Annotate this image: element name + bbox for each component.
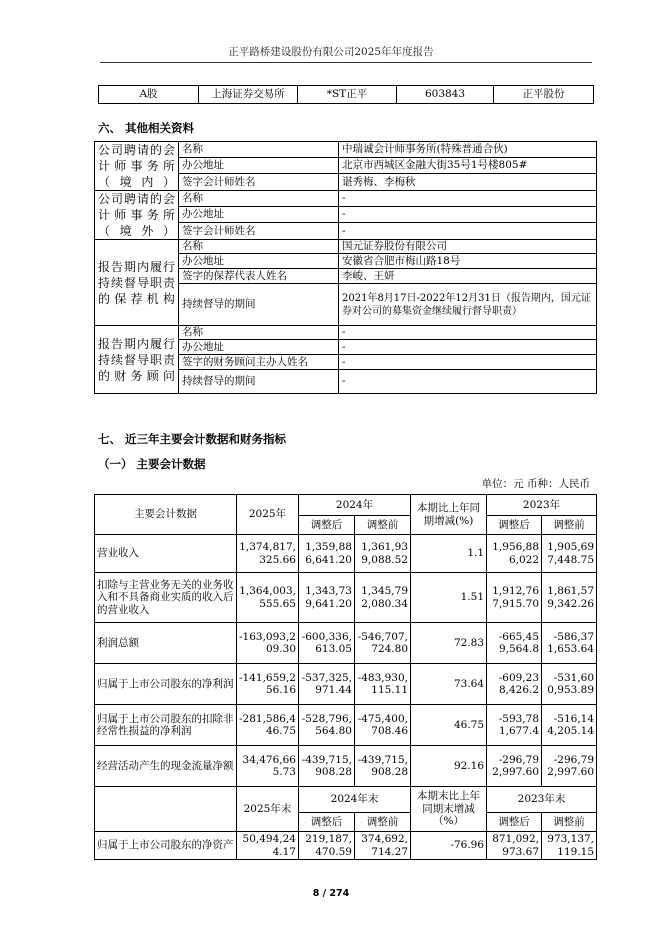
info-value: -: [339, 370, 597, 394]
value-2025: -141,659,256.16: [237, 664, 299, 705]
info-key: 签字会计师姓名: [179, 174, 339, 191]
header-item: 主要会计数据: [95, 495, 237, 535]
header-2023: 2023年: [487, 495, 597, 516]
table-row: [95, 573, 597, 623]
sub-section-title: （一） 主要会计数据: [98, 457, 206, 471]
value-2025: -163,093,209.30: [237, 623, 299, 664]
value-2024-adjusted: -537,325,971.44: [299, 664, 355, 705]
header-2023-original: 调整前: [542, 516, 597, 535]
row-label: 扣除与主营业务无关的业务收入和不具备商业实质的收入后的营业收入: [95, 573, 237, 623]
table-row: [95, 746, 597, 787]
header-2023-adjusted: 调整后: [487, 516, 542, 535]
value-change: -76.96: [411, 832, 487, 860]
header-2025-end: 2025年末: [237, 787, 299, 832]
header-2023-end: 2023年末: [487, 787, 597, 813]
value-2023-original: -296,792,997.60: [542, 746, 597, 787]
header-change-end: 本期末比上年同期末增减（%）: [411, 787, 487, 832]
value-2025: 34,476,665.73: [237, 746, 299, 787]
info-value: -: [339, 206, 597, 223]
header-2024-end-adjusted: 调整后: [299, 813, 355, 832]
value-change: 1.51: [411, 573, 487, 623]
section-6-title: 六、 其他相关资料: [98, 121, 195, 135]
value-change: 1.1: [411, 535, 487, 573]
value-2023-adjusted: -665,459,564.8: [487, 623, 542, 664]
value-2025: 1,364,003,555.65: [237, 573, 299, 623]
value-2025: 1,374,817,325.66: [237, 535, 299, 573]
value-2024-adjusted: 1,359,886,641.20: [299, 535, 355, 573]
stock-exchange: 上海证券交易所: [199, 86, 298, 104]
table-row: [95, 832, 597, 860]
table-row: [95, 623, 597, 664]
table-row: [95, 664, 597, 705]
value-2024-original: -546,707,724.80: [355, 623, 411, 664]
value-2023-original: 1,905,697,448.75: [542, 535, 597, 573]
info-key: 名称: [179, 326, 339, 340]
value-2023-original: -531,600,953.89: [542, 664, 597, 705]
info-key: 签字的财务顾问主办人姓名: [179, 355, 339, 370]
value-2024-original: 374,692,714.27: [355, 832, 411, 860]
value-2024-adjusted: 1,343,739,641.20: [299, 573, 355, 623]
value-2024-original: -483,930,115.11: [355, 664, 411, 705]
value-2025: 50,494,244.17: [237, 832, 299, 860]
info-key: 签字的保荐代表人姓名: [179, 269, 339, 284]
row-label: 归属于上市公司股东的净资产: [95, 832, 237, 860]
unit-note: 单位：元 币种：人民币: [481, 478, 590, 490]
row-label: 营业收入: [95, 535, 237, 573]
header-item-blank: [95, 787, 237, 832]
header-2024-adjusted: 调整后: [299, 516, 355, 535]
info-key: 办公地址: [179, 254, 339, 269]
info-key: 签字会计师姓名: [179, 223, 339, 240]
value-2023-adjusted: 1,956,886,022: [487, 535, 542, 573]
header-2024-end-original: 调整前: [355, 813, 411, 832]
value-2023-adjusted: 1,912,767,915.70: [487, 573, 542, 623]
value-2024-adjusted: -600,336,613.05: [299, 623, 355, 664]
value-2024-adjusted: -528,796,564.80: [299, 705, 355, 746]
info-key: 办公地址: [179, 157, 339, 174]
stock-info-table: [98, 85, 594, 104]
page-header: 正平路桥建设股份有限公司2025年年度报告: [228, 46, 434, 58]
value-2024-original: 1,361,939,088.52: [355, 535, 411, 573]
table-row: [95, 705, 597, 746]
info-value: -: [339, 340, 597, 355]
header-rule: [100, 62, 592, 63]
value-2023-original: -516,144,205.14: [542, 705, 597, 746]
info-value: 北京市西城区金融大街35号1号楼805#: [339, 157, 597, 174]
value-2024-original: -439,715,908.28: [355, 746, 411, 787]
header-change: 本期比上年同期增减(%): [411, 495, 487, 535]
info-value: -: [339, 191, 597, 207]
header-2024: 2024年: [299, 495, 411, 516]
info-value: -: [339, 326, 597, 340]
group-label-domestic-auditor: 公司聘请的会计师事务所（境内）: [95, 142, 179, 191]
value-change: 72.83: [411, 623, 487, 664]
row-label: 经营活动产生的现金流量净额: [95, 746, 237, 787]
header-2024-original: 调整前: [355, 516, 411, 535]
value-2023-original: -586,371,653.64: [542, 623, 597, 664]
group-label-sponsor: 报告期内履行持续督导职责的保荐机构: [95, 240, 179, 326]
value-2023-original: 973,137,119.15: [542, 832, 597, 860]
value-2023-adjusted: -593,781,677.4: [487, 705, 542, 746]
info-value: 2021年8月17日-2022年12月31日（报告期内，国元证券对公司的募集资金继续履行督导职责）: [339, 284, 597, 326]
value-2024-original: 1,345,792,080.34: [355, 573, 411, 623]
value-change: 46.75: [411, 705, 487, 746]
header-2024-end: 2024年末: [299, 787, 411, 813]
value-2024-adjusted: -439,715,908.28: [299, 746, 355, 787]
info-value: 安徽省合肥市梅山路18号: [339, 254, 597, 269]
info-key: 持续督导的期间: [179, 284, 339, 326]
info-key: 持续督导的期间: [179, 370, 339, 394]
header-2023-end-adjusted: 调整后: [487, 813, 542, 832]
page-number: 8 / 274: [312, 888, 350, 899]
value-2024-original: -475,400,708.46: [355, 705, 411, 746]
info-key: 办公地址: [179, 340, 339, 355]
stock-code: 603843: [397, 86, 494, 104]
header-2023-end-original: 调整前: [542, 813, 597, 832]
info-value: 谌秀梅、李梅秋: [339, 174, 597, 191]
stock-short-name: *ST正平: [298, 86, 397, 104]
table-row: [95, 535, 597, 573]
stock-type: A股: [99, 86, 199, 104]
info-key: 名称: [179, 142, 339, 158]
accounting-data-table: [94, 494, 597, 860]
value-2023-original: 1,861,579,342.26: [542, 573, 597, 623]
value-change: 92.16: [411, 746, 487, 787]
info-value: 李峻、王妍: [339, 269, 597, 284]
value-2024-adjusted: 219,187,470.59: [299, 832, 355, 860]
group-label-financial-advisor: 报告期内履行持续督导职责的财务顾问: [95, 326, 179, 394]
section-7-title: 七、 近三年主要会计数据和财务指标: [98, 432, 287, 446]
info-value: 国元证券股份有限公司: [339, 240, 597, 254]
info-value: -: [339, 355, 597, 370]
value-2025: -281,586,446.75: [237, 705, 299, 746]
row-label: 利润总额: [95, 623, 237, 664]
stock-former-name: 正平股份: [494, 86, 594, 104]
row-label: 归属于上市公司股东的净利润: [95, 664, 237, 705]
info-key: 名称: [179, 240, 339, 254]
value-2023-adjusted: -609,238,426.2: [487, 664, 542, 705]
value-2023-adjusted: 871,092,973.67: [487, 832, 542, 860]
header-2025: 2025年: [237, 495, 299, 535]
related-info-table: [94, 141, 597, 394]
group-label-overseas-auditor: 公司聘请的会计师事务所（境外）: [95, 191, 179, 240]
info-value: 中瑞诚会计师事务所(特殊普通合伙): [339, 142, 597, 158]
value-2023-adjusted: -296,792,997.60: [487, 746, 542, 787]
info-value: -: [339, 223, 597, 240]
row-label: 归属于上市公司股东的扣除非经常性损益的净利润: [95, 705, 237, 746]
info-key: 办公地址: [179, 206, 339, 223]
value-change: 73.64: [411, 664, 487, 705]
info-key: 名称: [179, 191, 339, 207]
